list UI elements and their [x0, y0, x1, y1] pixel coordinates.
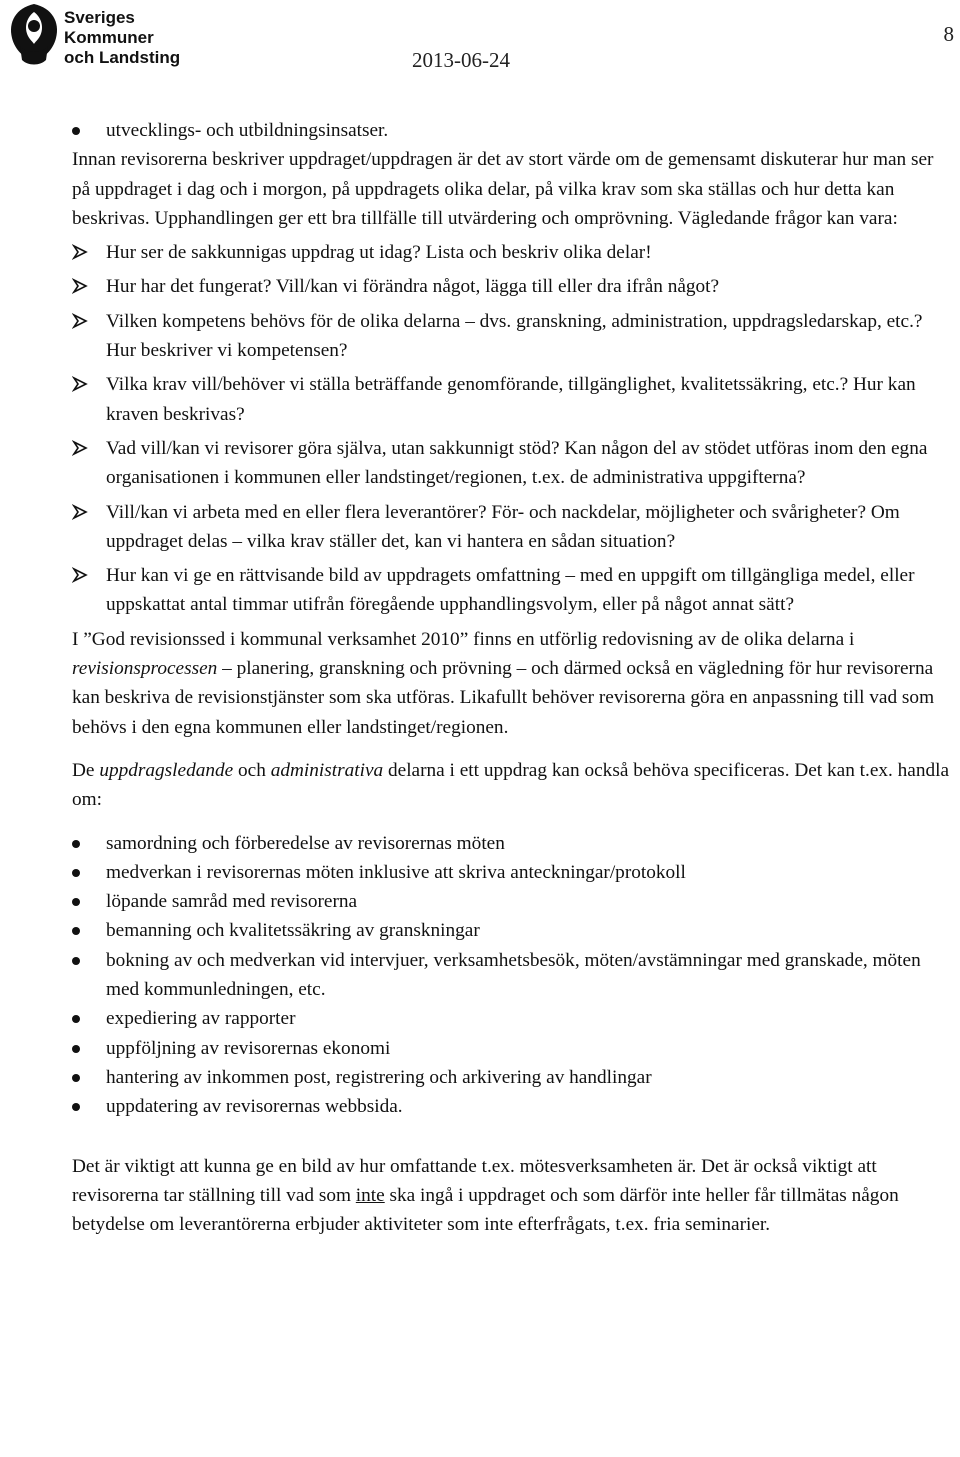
- logo-line-2: Kommuner: [64, 28, 154, 47]
- arrow-bullet-icon: [72, 440, 88, 456]
- list-item: bokning av och medverkan vid intervjuer, verksamhetsbesök, möten/avstämningar med granskade, möten med kommunledningen, etc.: [72, 946, 952, 1005]
- question-item: Hur har det fungerat? Vill/kan vi förändra något, lägga till eller dra ifrån något?: [72, 272, 952, 301]
- arrow-bullet-icon: [72, 313, 88, 329]
- question-item: Hur kan vi ge en rättvisande bild av uppdragets omfattning – med en uppgift om tillgängliga medel, eller uppskattat antal timmar utifrån föregående upphandlingsvolym, eller på något annat sätt?: [72, 561, 952, 620]
- list-item: medverkan i revisorernas möten inklusive att skriva anteckningar/protokoll: [72, 858, 952, 887]
- list-item: löpande samråd med revisorerna: [72, 887, 952, 916]
- list-item: bemanning och kvalitetssäkring av granskningar: [72, 916, 952, 945]
- arrow-bullet-icon: [72, 504, 88, 520]
- arrow-bullet-icon: [72, 376, 88, 392]
- list-item: utvecklings- och utbildningsinsatser.: [72, 116, 952, 145]
- question-item: Vilken kompetens behövs för de olika delarna – dvs. granskning, administration, uppdragsledarskap, etc.? Hur beskriver vi kompetensen?: [72, 307, 952, 366]
- question-list: [72, 238, 952, 620]
- question-item: Vilka krav vill/behöver vi ställa beträffande genomförande, tillgänglighet, kvalitetssäkring, etc.? Hur kan kraven beskrivas?: [72, 370, 952, 429]
- skl-logo: [6, 2, 181, 72]
- page-header: [0, 0, 960, 80]
- arrow-bullet-icon: [72, 278, 88, 294]
- list-item: uppföljning av revisorernas ekonomi: [72, 1034, 952, 1063]
- paragraph-conclusion: Det är viktigt att kunna ge en bild av hur omfattande t.ex. mötesverksamheten är. Det är också viktigt att revisorerna tar ställning till vad som inte ska ingå i uppdraget och som därför inte heller får tillmätas någon betydelse om leverantörerna erbjuder aktiviteter som inte efterfrågats, t.ex. fria seminarier.: [72, 1155, 899, 1236]
- underlined-inte: inte: [355, 1184, 385, 1206]
- arrow-bullet-icon: [72, 567, 88, 583]
- emphasis-administrativa: administrativa: [270, 759, 384, 781]
- arrow-bullet-icon: [72, 244, 88, 260]
- list-item: hantering av inkommen post, registrering och arkivering av handlingar: [72, 1063, 952, 1092]
- logo-line-3: och Landsting: [64, 48, 181, 67]
- question-item: Hur ser de sakkunnigas uppdrag ut idag? Lista och beskriv olika delar!: [72, 238, 952, 267]
- bullet-list-top: [72, 116, 952, 145]
- logo-line-1: Sveriges: [64, 8, 135, 27]
- emphasis-uppdragsledande: uppdragsledande: [99, 759, 234, 781]
- paragraph-revisionssed: I ”God revisionssed i kommunal verksamhet 2010” finns en utförlig redovisning av de olika delarna i revisionsprocessen – planering, granskning och prövning – och därmed också en vägledning för hur revisorerna kan beskriva de revisionstjänster som ska utföras. Likafullt behöver revisorerna göra en anpassning till vad som behövs i den egna kommunen eller landstinget/regionen.: [72, 628, 935, 738]
- list-item: expediering av rapporter: [72, 1004, 952, 1033]
- paragraph-specification: De uppdragsledande och administrativa delarna i ett uppdrag kan också behöva specificeras. Det kan t.ex. handla om:: [72, 759, 950, 811]
- list-item: uppdatering av revisorernas webbsida.: [72, 1092, 952, 1121]
- emphasis-revisionsprocessen: revisionsprocessen: [72, 658, 218, 680]
- document-date: 2013-06-24: [412, 48, 510, 72]
- question-item: Vad vill/kan vi revisorer göra själva, utan sakkunnigt stöd? Kan någon del av stödet utföras inom den egna organisationen i kommunen eller landstinget/regionen, t.ex. de administrativa uppgifterna?: [72, 434, 952, 493]
- page-number: 8: [943, 22, 954, 46]
- task-list: [72, 829, 952, 1122]
- list-item: samordning och förberedelse av revisorernas möten: [72, 829, 952, 858]
- skl-emblem-icon: [6, 2, 62, 72]
- paragraph-intro: Innan revisorerna beskriver uppdraget/uppdragen är det av stort värde om de gemensamt diskuterar hur man ser på uppdraget i dag och i morgon, på uppdragets olika delar, på vilka krav som ska ställas och hur detta kan beskrivas. Upphandlingen ger ett bra tillfälle till utvärdering och omprövning. Vägledande frågor kan vara:: [72, 149, 934, 229]
- document-body: [72, 116, 952, 1239]
- question-item: Vill/kan vi arbeta med en eller flera leverantörer? För- och nackdelar, möjligheter och svårigheter? Om uppdraget delas – vilka krav ställer det, kan vi hantera en sådan situation?: [72, 498, 952, 557]
